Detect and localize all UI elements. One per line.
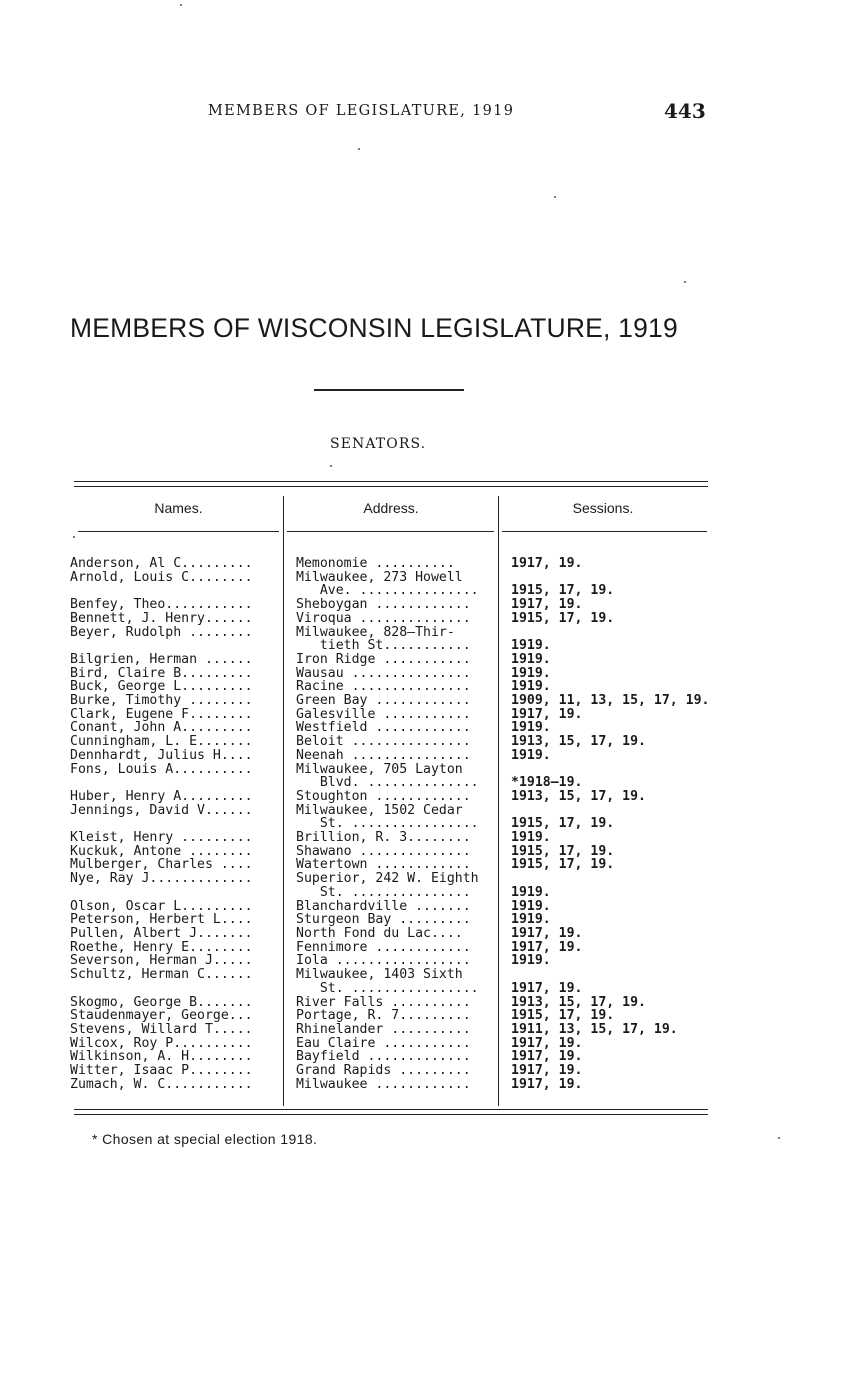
- scan-speck: [180, 4, 182, 6]
- table-row: [0, 721, 859, 735]
- table-row: [0, 584, 859, 598]
- senator-sessions: 1919.: [511, 747, 551, 763]
- senator-name: Fons, Louis A..........: [70, 762, 253, 777]
- table-row: [0, 612, 859, 626]
- senator-address: Milwaukee, 705 Layton: [296, 762, 463, 777]
- senator-sessions: 1917, 19.: [511, 1049, 583, 1065]
- senator-name: Wilcox, Roy P..........: [70, 1036, 253, 1051]
- table-row: [0, 1037, 859, 1051]
- table-row: [0, 776, 859, 790]
- column-header-sessions: Sessions.: [572, 500, 634, 516]
- senator-name: Jennings, David V......: [70, 803, 253, 818]
- senator-address: Grand Rapids .........: [296, 1064, 471, 1078]
- table-row: [0, 694, 859, 708]
- senator-address: Westfield ............: [296, 721, 471, 736]
- table-top-rule: [74, 481, 708, 487]
- senator-name: Clark, Eugene F........: [70, 707, 253, 722]
- table-row: [0, 667, 859, 681]
- senator-sessions: [511, 804, 751, 818]
- senator-address: Fennimore ............: [296, 940, 471, 955]
- senator-sessions: 1909, 11, 13, 15, 17, 19.: [511, 693, 710, 709]
- senator-address: Memonomie ..........: [296, 557, 455, 571]
- senator-name: Bilgrien, Herman ......: [70, 652, 253, 667]
- senator-sessions: 1917, 19.: [511, 597, 583, 613]
- senator-sessions: 1917, 19.: [511, 939, 583, 955]
- scan-speck: [73, 536, 75, 538]
- section-heading: SENATORS.: [330, 436, 427, 452]
- senator-sessions: 1913, 15, 17, 19.: [511, 994, 646, 1010]
- senator-name: Mulberger, Charles ....: [70, 858, 253, 873]
- senator-sessions: 1915, 17, 19.: [511, 610, 615, 626]
- senator-name: Wilkinson, A. H........: [70, 1050, 253, 1065]
- senator-name: Cunningham, L. E.......: [70, 735, 253, 749]
- table-row: [0, 968, 859, 982]
- senator-sessions: 1919.: [511, 953, 551, 969]
- senator-name: Beyer, Rudolph ........: [70, 625, 253, 640]
- senator-sessions: 1915, 17, 19.: [511, 1008, 615, 1024]
- table-row: [0, 790, 859, 804]
- senator-name: [70, 886, 284, 900]
- senator-address: Sheboygan ............: [296, 598, 471, 612]
- table-row: [0, 749, 859, 763]
- senator-name: Peterson, Herbert L....: [70, 913, 253, 927]
- column-header-address: Address.: [363, 500, 419, 516]
- page-number: 443: [664, 99, 706, 123]
- scan-speck: [684, 281, 686, 283]
- table-body: [0, 557, 859, 1091]
- table-row: [0, 872, 859, 886]
- senator-address: Blanchardville .......: [296, 899, 471, 914]
- senator-address: Milwaukee ............: [296, 1077, 471, 1092]
- senator-sessions: 1917, 19.: [511, 1063, 583, 1079]
- senator-address: Sturgeon Bay .........: [296, 913, 471, 927]
- senator-address: Eau Claire ...........: [296, 1036, 471, 1051]
- senator-name: Schultz, Herman C......: [70, 968, 253, 982]
- senator-name: Kuckuk, Antone ........: [70, 844, 253, 859]
- senator-name: [70, 982, 284, 996]
- senator-address: Brillion, R. 3........: [296, 831, 471, 845]
- table-row: [0, 557, 859, 571]
- table-row: [0, 1050, 859, 1064]
- senator-sessions: 1913, 15, 17, 19.: [511, 734, 646, 750]
- column-header-names: Names.: [154, 500, 203, 516]
- senator-address: Watertown ............: [296, 858, 471, 873]
- scan-speck: [778, 1137, 780, 1139]
- table-row: [0, 804, 859, 818]
- table-row: [0, 680, 859, 694]
- senator-address: Milwaukee, 828—Thir-: [296, 625, 455, 640]
- senator-sessions: 1919.: [511, 720, 551, 736]
- senator-address: Ave. ...............: [296, 584, 479, 599]
- senator-address: St. ...............: [296, 885, 471, 900]
- senator-name: Kleist, Henry .........: [70, 831, 253, 845]
- table-row: [0, 1064, 859, 1078]
- senator-name: Anderson, Al C.........: [70, 557, 253, 571]
- senator-sessions: [511, 571, 751, 585]
- senator-name: Burke, Timothy ........: [70, 694, 253, 708]
- table-row: [0, 982, 859, 996]
- senator-sessions: 1917, 19.: [511, 1035, 583, 1051]
- scan-speck: [554, 196, 556, 198]
- senator-address: Portage, R. 7.........: [296, 1009, 471, 1023]
- senator-name: Staudenmayer, George...: [70, 1009, 253, 1023]
- senator-sessions: 1919.: [511, 638, 551, 654]
- table-row: [0, 763, 859, 777]
- table-row: [0, 571, 859, 585]
- footnote: * Chosen at special election 1918.: [92, 1131, 318, 1147]
- senator-name: [70, 584, 284, 598]
- senator-address: Bayfield .............: [296, 1050, 471, 1065]
- table-row: [0, 735, 859, 749]
- table-row: [0, 913, 859, 927]
- table-row: [0, 653, 859, 667]
- senator-name: Olson, Oscar L.........: [70, 899, 253, 914]
- senator-sessions: 1917, 19.: [511, 925, 583, 941]
- table-row: [0, 941, 859, 955]
- senator-sessions: 1917, 19.: [511, 706, 583, 722]
- senator-address: Superior, 242 W. Eighth: [296, 872, 479, 886]
- senator-sessions: 1915, 17, 19.: [511, 857, 615, 873]
- senator-address: Iola .................: [296, 954, 471, 969]
- table-row: [0, 639, 859, 653]
- senator-address: Stoughton ............: [296, 789, 471, 804]
- senator-sessions: [511, 968, 751, 982]
- senator-name: Bennett, J. Henry......: [70, 611, 253, 626]
- senator-address: Viroqua ..............: [296, 611, 471, 626]
- senator-address: Galesville ...........: [296, 707, 471, 722]
- table-bottom-rule: [74, 1109, 708, 1115]
- senator-name: Bird, Claire B.........: [70, 666, 253, 681]
- senator-address: St. ................: [296, 981, 479, 996]
- senator-sessions: 1919.: [511, 830, 551, 846]
- running-title: MEMBERS OF LEGISLATURE, 1919: [208, 103, 515, 119]
- header-rule-sessions: [502, 531, 707, 532]
- table-row: [0, 996, 859, 1010]
- senator-address: Shawano ..............: [296, 844, 471, 859]
- header-rule-names: [78, 531, 279, 532]
- senator-address: tieth St...........: [296, 639, 471, 653]
- page-title: MEMBERS OF WISCONSIN LEGISLATURE, 1919: [70, 313, 678, 343]
- senator-name: [70, 817, 284, 831]
- senator-name: Dennhardt, Julius H....: [70, 748, 253, 763]
- senator-name: Stevens, Willard T.....: [70, 1022, 253, 1037]
- scan-speck: [358, 148, 360, 150]
- senator-sessions: 1915, 17, 19.: [511, 583, 615, 599]
- senator-name: [70, 639, 284, 653]
- senator-address: Iron Ridge ...........: [296, 652, 471, 667]
- table-row: [0, 927, 859, 941]
- senator-sessions: 1919.: [511, 651, 551, 667]
- table-row: [0, 954, 859, 968]
- senator-sessions: [511, 872, 751, 886]
- senator-name: Zumach, W. C...........: [70, 1077, 253, 1092]
- senator-sessions: 1913, 15, 17, 19.: [511, 788, 646, 804]
- title-rule: [314, 389, 464, 391]
- running-head: [0, 99, 859, 127]
- senator-name: Pullen, Albert J.......: [70, 926, 253, 941]
- table-row: [0, 598, 859, 612]
- table-row: [0, 831, 859, 845]
- table-row: [0, 845, 859, 859]
- senator-name: Huber, Henry A.........: [70, 789, 253, 804]
- senator-sessions: 1911, 13, 15, 17, 19.: [511, 1021, 678, 1037]
- senator-sessions: 1919.: [511, 679, 551, 695]
- senator-sessions: 1915, 17, 19.: [511, 843, 615, 859]
- scan-speck: [330, 465, 332, 467]
- table-row: [0, 708, 859, 722]
- senator-address: St. ................: [296, 817, 479, 832]
- senator-address: Blvd. ..............: [296, 776, 479, 790]
- senator-sessions: [511, 626, 751, 640]
- senator-address: North Fond du Lac....: [296, 926, 463, 941]
- senator-name: Benfey, Theo...........: [70, 598, 253, 612]
- table-row: [0, 886, 859, 900]
- senator-sessions: 1917, 19.: [511, 980, 583, 996]
- senator-name: [70, 776, 284, 790]
- senator-address: Neenah ...............: [296, 748, 471, 763]
- senator-address: Wausau ...............: [296, 666, 471, 681]
- senator-address: Racine ...............: [296, 680, 471, 695]
- senator-name: Skogmo, George B.......: [70, 995, 253, 1010]
- senator-address: Milwaukee, 1403 Sixth: [296, 968, 463, 982]
- senator-address: Milwaukee, 273 Howell: [296, 570, 463, 585]
- senator-name: Nye, Ray J.............: [70, 872, 253, 886]
- senator-name: Buck, George L.........: [70, 680, 253, 695]
- table-row: [0, 1023, 859, 1037]
- senator-name: Severson, Herman J.....: [70, 954, 253, 969]
- senator-name: Roethe, Henry E........: [70, 940, 253, 955]
- header-rule-address: [287, 531, 494, 532]
- senator-sessions: 1917, 19.: [511, 1076, 583, 1092]
- table-row: [0, 817, 859, 831]
- senator-sessions: *1918–19.: [511, 775, 583, 791]
- table-row: [0, 1009, 859, 1023]
- table-row: [0, 626, 859, 640]
- table-row: [0, 900, 859, 914]
- senator-name: Conant, John A.........: [70, 721, 253, 736]
- senator-address: River Falls ..........: [296, 995, 471, 1010]
- senator-sessions: 1919.: [511, 884, 551, 900]
- senator-address: Beloit ...............: [296, 735, 471, 749]
- senator-address: Rhinelander ..........: [296, 1022, 471, 1037]
- senator-sessions: [511, 763, 751, 777]
- senator-sessions: 1917, 19.: [511, 556, 583, 571]
- senator-address: Green Bay ............: [296, 694, 471, 708]
- senator-sessions: 1919.: [511, 912, 551, 928]
- table-row: [0, 858, 859, 872]
- senator-name: Witter, Isaac P........: [70, 1064, 253, 1078]
- senator-address: Milwaukee, 1502 Cedar: [296, 803, 463, 818]
- table-row: [0, 1078, 859, 1092]
- senator-sessions: 1919.: [511, 898, 551, 914]
- senator-sessions: 1919.: [511, 665, 551, 681]
- senator-sessions: 1915, 17, 19.: [511, 816, 615, 832]
- senator-name: Arnold, Louis C........: [70, 570, 253, 585]
